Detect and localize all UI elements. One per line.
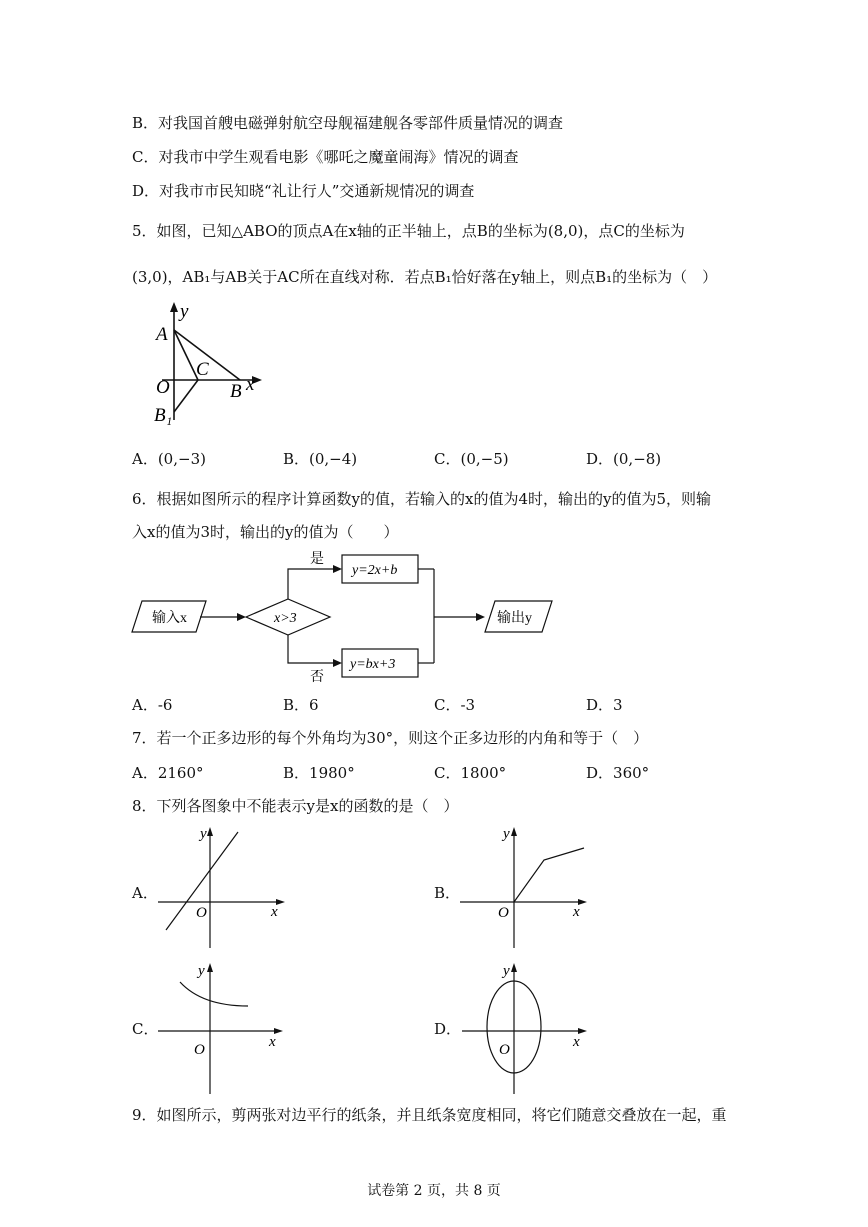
flow-bottom-formula: y=bx+3 bbox=[350, 657, 396, 672]
q6-option-c: C．-3 bbox=[434, 696, 476, 714]
y-arrow-icon bbox=[170, 302, 178, 312]
svg-text:y: y bbox=[503, 826, 510, 842]
q6-option-d: D．3 bbox=[586, 696, 623, 714]
flow-condition-label: x>3 bbox=[274, 611, 297, 626]
flow-top-formula: y=2x+b bbox=[352, 563, 398, 578]
q5-option-c: C．(0,−5) bbox=[434, 450, 509, 468]
label-b1: B₁ bbox=[154, 405, 173, 426]
q8-graph-b bbox=[456, 822, 596, 952]
label-c: C bbox=[196, 359, 209, 380]
y-arrow-icon bbox=[511, 827, 517, 836]
q5-triangle-figure bbox=[148, 300, 278, 430]
svg-text:x: x bbox=[271, 904, 278, 920]
q5-option-d: D．(0,−8) bbox=[586, 450, 662, 468]
q8-label-d: D． bbox=[434, 1020, 462, 1038]
curve bbox=[180, 982, 248, 1006]
q7-option-a: A．2160° bbox=[132, 764, 204, 782]
flow-yes-label: 是 bbox=[310, 552, 324, 567]
svg-text:y: y bbox=[200, 826, 207, 842]
q8-graph-c bbox=[152, 958, 292, 1098]
svg-text:x: x bbox=[573, 904, 580, 920]
y-arrow-icon bbox=[511, 963, 517, 972]
q6-option-b: B．6 bbox=[283, 696, 319, 714]
q7-option-d: D．360° bbox=[586, 764, 650, 782]
arrow-icon bbox=[333, 659, 342, 667]
flow-no-label: 否 bbox=[310, 670, 324, 685]
svg-text:x: x bbox=[269, 1034, 276, 1050]
q4-option-c: C．对我市中学生观看电影《哪吒之魔童闹海》情况的调查 bbox=[132, 148, 519, 166]
q8-label-a: A． bbox=[132, 884, 158, 902]
label-y: y bbox=[180, 301, 189, 322]
arrow-icon bbox=[333, 565, 342, 573]
flow-output-label: 输出y bbox=[497, 611, 532, 626]
q6-flowchart bbox=[130, 545, 560, 685]
q8-stem: 8．下列各图象中不能表示y是x的函数的是（ ） bbox=[132, 797, 459, 815]
q5-option-b: B．(0,−4) bbox=[283, 450, 358, 468]
y-arrow-icon bbox=[207, 963, 213, 972]
svg-text:O: O bbox=[498, 905, 509, 921]
side-cb1 bbox=[174, 380, 198, 412]
q8-label-c: C． bbox=[132, 1020, 159, 1038]
svg-text:O: O bbox=[194, 1042, 205, 1058]
q8-label-b: B． bbox=[434, 884, 461, 902]
q6-stem-line2: 入x的值为3时，输出的y的值为（ ） bbox=[132, 523, 399, 541]
side-ac bbox=[174, 330, 198, 380]
q6-stem-line1: 6．根据如图所示的程序计算函数y的值，若输入的x的值为4时，输出的y的值为5，则输 bbox=[132, 490, 712, 508]
flow-input-label: 输入x bbox=[152, 611, 187, 626]
label-a: A bbox=[156, 324, 168, 345]
broken-line bbox=[514, 848, 584, 902]
svg-text:y: y bbox=[503, 963, 510, 979]
svg-text:y: y bbox=[198, 963, 205, 979]
arrow-icon bbox=[237, 613, 246, 621]
q8-graph-d bbox=[456, 958, 596, 1098]
q7-option-b: B．1980° bbox=[283, 764, 355, 782]
svg-text:O: O bbox=[499, 1042, 510, 1058]
arrow-icon bbox=[476, 613, 485, 621]
y-arrow-icon bbox=[207, 827, 213, 836]
q4-option-b: B．对我国首艘电磁弹射航空母舰福建舰各零部件质量情况的调查 bbox=[132, 114, 564, 132]
label-x: x bbox=[246, 374, 255, 395]
label-o: O bbox=[156, 377, 170, 398]
q5-option-a: A．(0,−3) bbox=[132, 450, 206, 468]
svg-text:O: O bbox=[196, 905, 207, 921]
q5-stem-line1: 5．如图，已知△ABO的顶点A在x轴的正半轴上，点B的坐标为(8,0)，点C的坐标为 bbox=[132, 222, 685, 240]
q5-stem-line2: (3,0)，AB₁与AB关于AC所在直线对称．若点B₁恰好落在y轴上，则点B₁的坐标为（ ） bbox=[132, 268, 718, 286]
page-footer: 试卷第 2 页，共 8 页 bbox=[367, 1183, 501, 1199]
q8-graph-a bbox=[152, 822, 292, 952]
q4-option-d: D．对我市市民知晓“礼让行人”交通新规情况的调查 bbox=[132, 182, 475, 200]
q7-option-c: C．1800° bbox=[434, 764, 507, 782]
label-b: B bbox=[230, 381, 242, 402]
svg-text:x: x bbox=[573, 1034, 580, 1050]
q9-stem: 9．如图所示，剪两张对边平行的纸条，并且纸条宽度相同，将它们随意交叠放在一起，重 bbox=[132, 1106, 727, 1124]
q7-stem: 7．若一个正多边形的每个外角均为30°，则这个正多边形的内角和等于（ ） bbox=[132, 729, 649, 747]
q6-option-a: A．-6 bbox=[132, 696, 173, 714]
